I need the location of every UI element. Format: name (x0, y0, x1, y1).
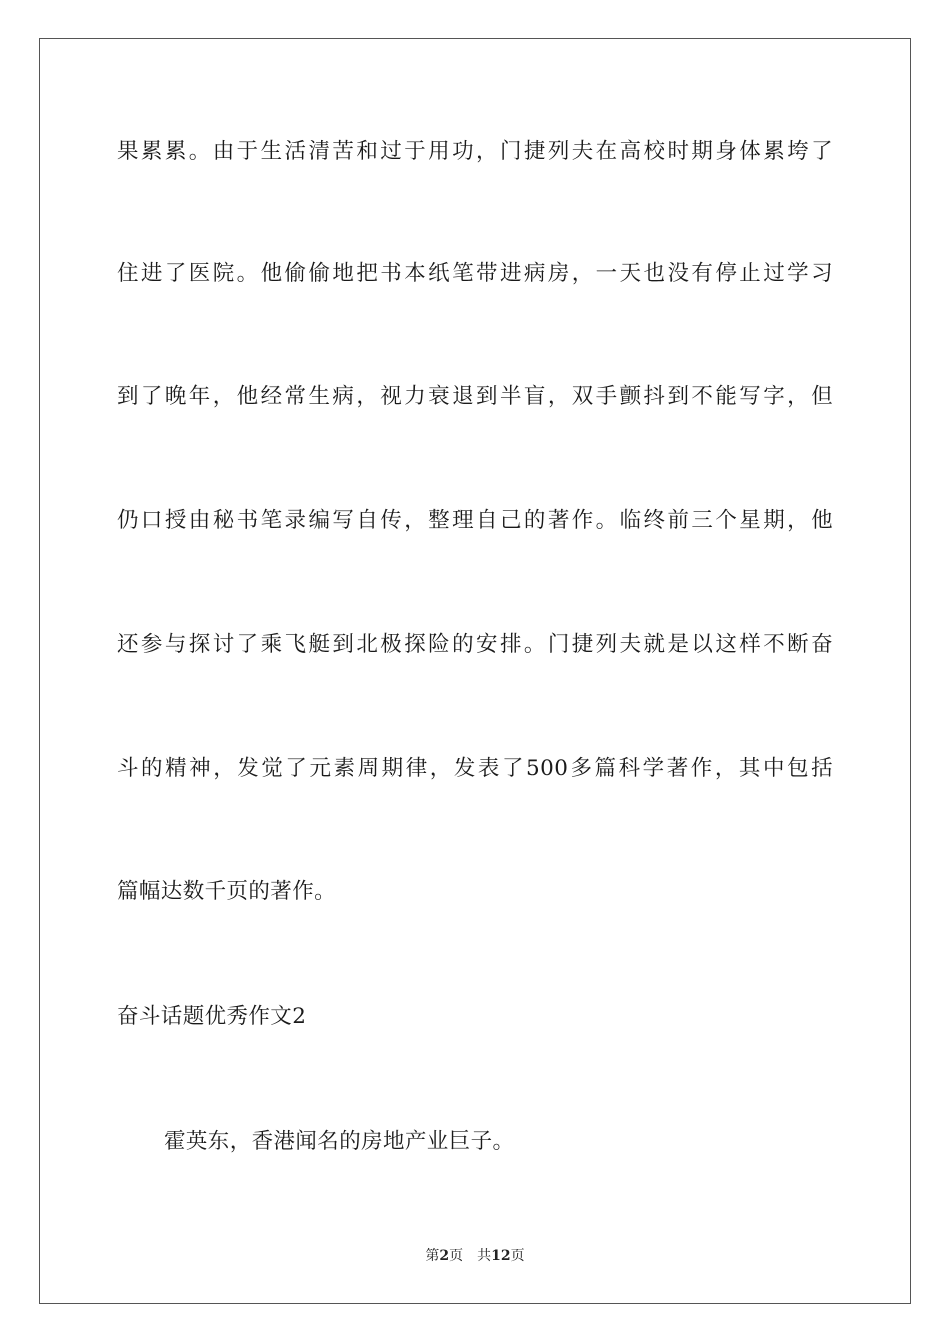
body-line-3: 到了晚年，他经常生病，视力衰退到半盲，双手颤抖到不能写字，但 (117, 384, 833, 409)
page-footer (0, 1246, 950, 1266)
body-line-2: 住进了医院。他偷偷地把书本纸笔带进病房，一天也没有停止过学习 (117, 261, 833, 286)
footer-page-prefix: 第 (425, 1248, 440, 1264)
footer-page-number: 2 (439, 1248, 450, 1264)
footer-total-pages: 12 (491, 1248, 511, 1264)
footer-total-prefix: 共 (477, 1248, 492, 1264)
footer-total-suffix: 页 (510, 1248, 525, 1264)
body-line-1: 果累累。由于生活清苦和过于用功，门捷列夫在高校时期身体累垮了 (117, 139, 833, 164)
body-line-7: 篇幅达数千页的著作。 (117, 879, 337, 904)
footer-page-suffix: 页 (449, 1248, 464, 1264)
section-heading: 奋斗话题优秀作文2 (117, 1004, 307, 1029)
body-line-4: 仍口授由秘书笔录编写自传，整理自己的著作。临终前三个星期，他 (117, 508, 833, 533)
body-line-6: 斗的精神，发觉了元素周期律，发表了500多篇科学著作，其中包括 (117, 756, 833, 781)
body-line-5: 还参与探讨了乘飞艇到北极探险的安排。门捷列夫就是以这样不断奋 (117, 632, 833, 657)
indented-paragraph: 霍英东，香港闻名的房地产业巨子。 (164, 1129, 515, 1154)
page-border (39, 38, 911, 1304)
